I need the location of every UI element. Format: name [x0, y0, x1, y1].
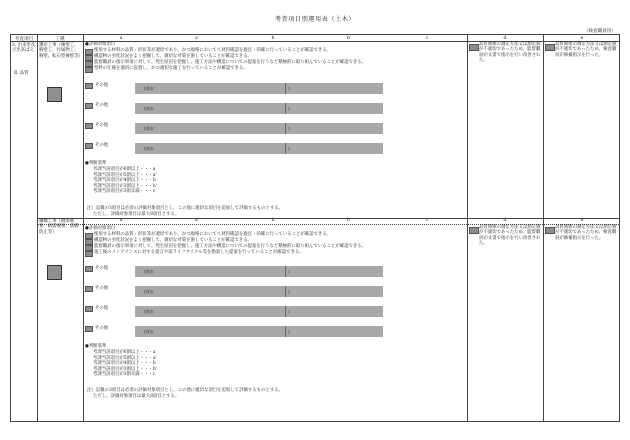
page-title: 考査項目別運用表（土木）	[274, 16, 356, 23]
reason-label: [理由：	[144, 126, 158, 131]
criterion: 使用する材料の品質・形状等が適切であり、かつ規格においてて材料確認を適宜・的確に行っていることが確認できる。	[94, 48, 332, 53]
judge-title: ●判断基準	[85, 161, 107, 166]
section-1-big-checkbox[interactable]	[47, 87, 62, 102]
reason-label: [理由：	[144, 269, 158, 274]
d-text: 品質関係の測定方法又は測定値が不適切であったため、監督職員が文書で指示を行い改善された。	[479, 42, 541, 64]
header-col-a-prime: a'	[194, 36, 199, 41]
header-col-e: e	[580, 218, 584, 223]
criterion: 施工後のメンテナンスに対する提言や前ライフサイクル等を勘案した提案を行っていることが確認できる。	[94, 250, 304, 255]
other-label: その他	[95, 143, 109, 148]
reason-field[interactable]	[135, 143, 383, 154]
header-col-c: c	[425, 36, 429, 41]
reason-label: [理由：	[144, 86, 158, 91]
criterion: 監督職員の指示事項に対して、発生原因を把握し、施工方法や構造についての提案を行うなど積極的に取り組んでいることが確認できる。	[94, 244, 367, 249]
evaluation-table	[10, 34, 620, 422]
judge-line: 考課当該項目が4割以上・・・b	[93, 178, 156, 183]
reason-field[interactable]	[135, 103, 383, 114]
checkbox[interactable]	[85, 83, 93, 89]
header-col-d: d	[503, 36, 507, 41]
criterion: 構造物の劣化状況をよく把握して、適切な対策を施していることが確認できる。	[94, 238, 252, 243]
other-label: その他	[95, 103, 109, 108]
item-sub-label: Ⅱ. 品質	[14, 71, 29, 76]
reason-label: [理由：	[144, 289, 158, 294]
reason-bracket: ]	[288, 86, 290, 91]
page-note: （検査職員用）	[583, 29, 616, 34]
reason-bracket: ]	[288, 309, 290, 314]
judge-line: 考課当該項目が6割以上・・・a	[93, 350, 156, 355]
judge-line: 考課当該項目が3割以上・・・b'	[93, 183, 157, 189]
section-2-type: 鋼橋工事（橋梁補強、耐震補強、落橋防止等）	[39, 219, 79, 235]
criterion: 型枠の仕様を適切に設置し、かつ適切な施工を行っていることが確認できる。	[94, 66, 248, 71]
item-label: 3. 出来形及び出来ばえ	[12, 43, 36, 54]
checkbox[interactable]	[85, 103, 93, 109]
e-text: 品質関係の測定方法又は測定値が不適切であったため、検査職員が修補指示を行った。	[555, 225, 617, 241]
checkbox-e[interactable]	[545, 227, 555, 234]
section-2-big-checkbox[interactable]	[47, 265, 62, 280]
checkbox[interactable]	[85, 306, 93, 312]
footer-note: 注）記載の3項目は必須の評価対象項目とし、この他に適切な項目を追加して評価するものとする。	[87, 206, 283, 211]
other-label: その他	[95, 306, 109, 311]
checkbox[interactable]	[85, 123, 93, 129]
reason-bracket: ]	[288, 329, 290, 334]
header-col-b-prime: b'	[346, 36, 352, 41]
judge-title: ●判断基準	[85, 344, 107, 349]
judge-line: 考課当該項目が5割以上・・・a'	[93, 172, 157, 178]
checkbox[interactable]	[85, 266, 93, 272]
judge-line: 考課当該項目が3割未満・・・c	[93, 372, 156, 377]
judge-line: 考課当該項目が6割以上・・・a	[93, 167, 156, 172]
other-label: その他	[95, 266, 109, 271]
checkbox-e[interactable]	[545, 44, 555, 51]
header-col-b: b	[271, 36, 275, 41]
other-label: その他	[95, 286, 109, 291]
reason-field[interactable]	[135, 83, 383, 94]
section-1-eval-title: ●評価対象項目	[85, 42, 116, 47]
header-col-d: d	[503, 218, 507, 223]
header-col-c: c	[425, 218, 429, 223]
header-col-a: a	[119, 36, 123, 41]
header-type: 工種	[55, 37, 65, 42]
criterion: 監督職員の指示事項に対して、発生原因を把握し、施工方法や構造についての提案を行うなど積極的に取り組んでいることが確認できる。	[94, 60, 367, 65]
reason-field[interactable]	[135, 286, 383, 297]
header-col-b: b	[271, 218, 275, 223]
reason-bracket: ]	[288, 269, 290, 274]
reason-label: [理由：	[144, 106, 158, 111]
reason-field[interactable]	[135, 123, 383, 134]
reason-bracket: ]	[288, 106, 290, 111]
checkbox[interactable]	[85, 286, 93, 292]
reason-label: [理由：	[144, 329, 158, 334]
checkbox[interactable]	[85, 326, 93, 332]
header-col-e: e	[580, 36, 584, 41]
checkbox[interactable]	[85, 251, 93, 257]
judge-line: 考課当該項目が4割以上・・・b	[93, 361, 156, 366]
reason-bracket: ]	[288, 146, 290, 151]
section-1-type: 護岸工事（擁壁工、胸壁工、付属物工、胸壁、転石型擁壁等）	[39, 43, 83, 59]
other-label: その他	[95, 83, 109, 88]
section-2-eval-title: ●評価対象項目	[85, 226, 116, 231]
checkbox-d[interactable]	[469, 227, 479, 234]
checkbox[interactable]	[85, 143, 93, 149]
header-col-a-prime: a'	[194, 218, 199, 223]
criterion: 構造物の劣化状況をよく把握して、適切な対策を施していることが確認できる。	[94, 54, 252, 59]
judge-line: 考課当該項目が5割以上・・・a'	[93, 355, 157, 361]
criterion: 使用する材料の品質・形状等が適切であり、かつ規格においてて材料確認を適宜・的確に行っていることが確認できる。	[94, 232, 332, 237]
header-col-b-prime: b'	[346, 218, 352, 223]
judge-line: 考課当該項目が3割以上・・・b'	[93, 366, 157, 372]
judge-line: 考課当該項目が3割未満・・・c	[93, 189, 156, 194]
footer-note: 注）記載の3項目は必須の評価対象項目とし、この他に適切な項目を追加して評価するものとする。	[87, 388, 283, 393]
checkbox[interactable]	[85, 67, 93, 73]
d-text: 品質関係の測定方法又は測定値が不適切であったため、監督職員が文書で指示を行い改善された。	[479, 225, 541, 247]
checkbox-d[interactable]	[469, 44, 479, 51]
reason-label: [理由：	[144, 146, 158, 151]
reason-label: [理由：	[144, 309, 158, 314]
other-label: その他	[95, 326, 109, 331]
header-item: 考査項目	[14, 37, 34, 42]
footer-note-2: ただし、評価対象項目は最大8項目とする。	[93, 211, 180, 217]
e-text: 品質関係の測定方法又は測定値が不適切であったため、検査職員が修補指示を行った。	[555, 42, 617, 58]
reason-bracket: ]	[288, 126, 290, 131]
reason-bracket: ]	[288, 289, 290, 294]
reason-field[interactable]	[135, 266, 383, 277]
footer-note-2: ただし、評価対象項目は最大8項目とする。	[93, 393, 180, 399]
header-col-a: a	[119, 218, 123, 223]
reason-field[interactable]	[135, 326, 383, 337]
reason-field[interactable]	[135, 306, 383, 317]
other-label: その他	[95, 123, 109, 128]
